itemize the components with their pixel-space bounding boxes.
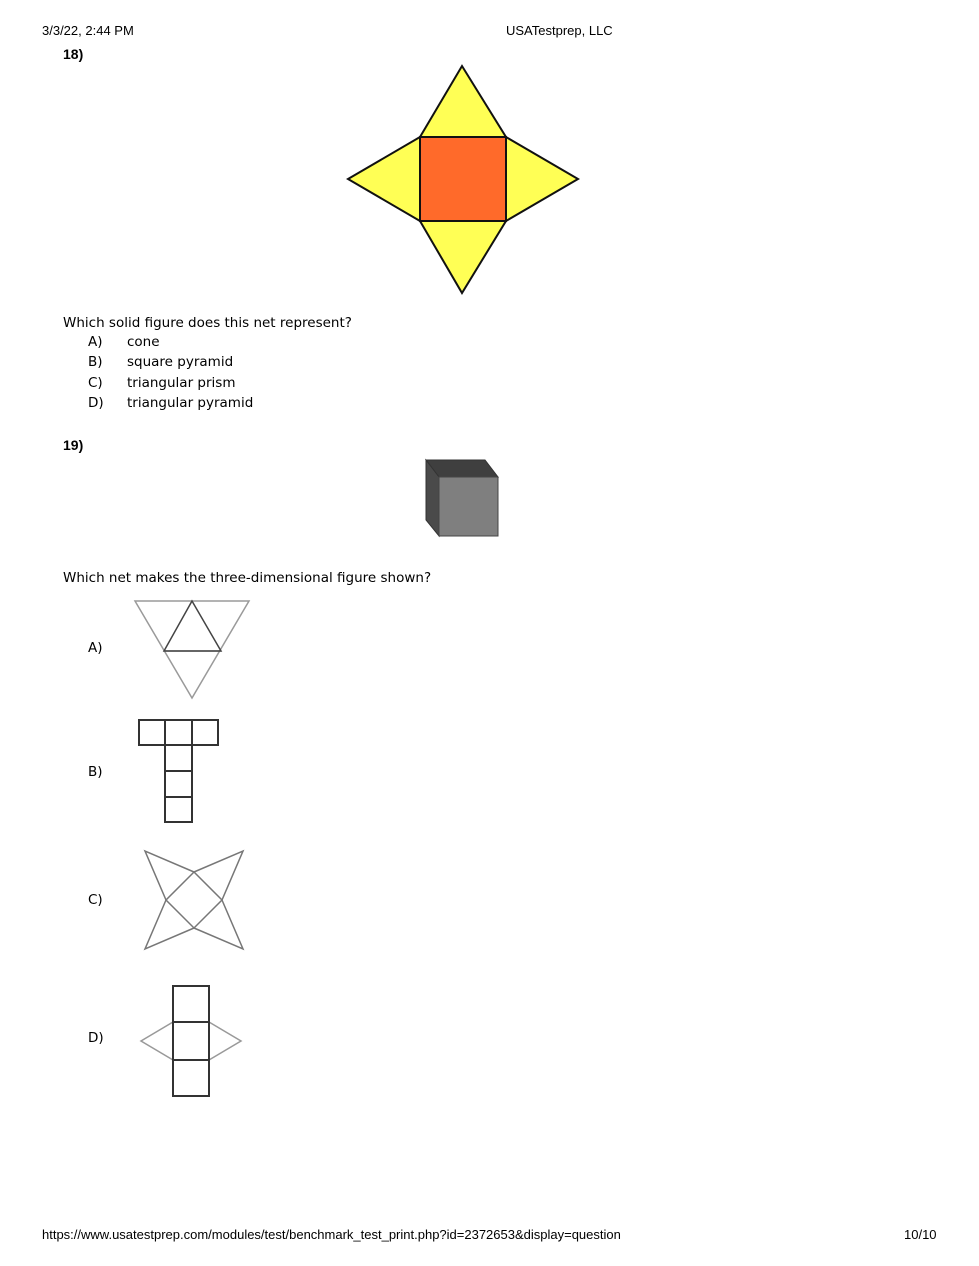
- q19-option-d-letter: D): [88, 1030, 104, 1046]
- question-18-prompt: Which solid figure does this net represent?: [63, 315, 352, 331]
- q19-option-c-letter: C): [88, 892, 103, 908]
- question-19-prompt: Which net makes the three-dimensional figure shown?: [63, 570, 432, 586]
- q18-option-c-letter: C): [88, 375, 103, 391]
- question-18-number: 18): [63, 46, 84, 62]
- print-datetime: 3/3/22, 2:44 PM: [42, 23, 134, 38]
- print-site-name: USATestprep, LLC: [506, 23, 613, 38]
- q18-option-d-letter: D): [88, 395, 104, 411]
- print-url: https://www.usatestprep.com/modules/test/benchmark_test_print.php?id=2372653&display=question: [42, 1227, 621, 1242]
- q18-option-d-text: triangular pyramid: [127, 395, 254, 411]
- question-19-number: 19): [63, 437, 84, 453]
- q18-option-c-text: triangular prism: [127, 375, 236, 391]
- q18-option-a-letter: A): [88, 334, 103, 350]
- q19-option-b-letter: B): [88, 764, 103, 780]
- q18-option-a-text: cone: [127, 334, 160, 350]
- q19-option-a-letter: A): [88, 640, 103, 656]
- page-number: 10/10: [904, 1227, 937, 1242]
- q18-option-b-letter: B): [88, 354, 103, 370]
- q18-option-b-text: square pyramid: [127, 354, 234, 370]
